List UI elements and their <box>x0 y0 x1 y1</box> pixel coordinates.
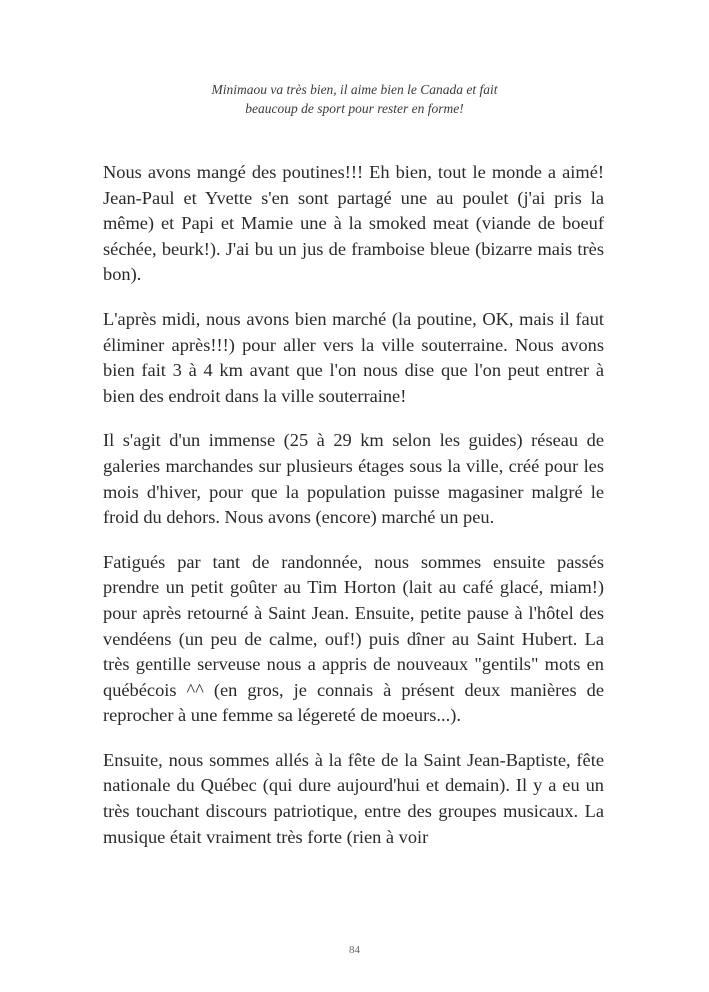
paragraph: Ensuite, nous sommes allés à la fête de la Saint Jean-Baptiste, fête nationale du Québec (qui dure aujourd'hui et demain). Il y a eu un très touchant discours patriotique, entre des groupes musicaux. La musique était vraiment très forte (rien à voir <box>103 749 604 847</box>
paragraph: Il s'agit d'un immense (25 à 29 km selon les guides) réseau de galeries marchandes sur plusieurs étages sous la ville, créé pour les mois d'hiver, pour que la population puisse magasiner malgré le froid du dehors. Nous avons (encore) marché un peu. <box>103 430 604 528</box>
caption-line-2: beaucoup de sport pour rester en forme! <box>245 101 464 116</box>
paragraph: Nous avons mangé des poutines!!! Eh bien, tout le monde a aimé! Jean-Paul et Yvette s'en sont partagé une au poulet (j'ai pris la même) et Papi et Mamie une à la smoked meat (viande de boeuf séchée, beurk!). J'ai bu un jus de framboise bleue (bizarre mais très bon). <box>103 162 604 285</box>
page-number: 84 <box>349 944 360 956</box>
photo-caption <box>150 80 559 118</box>
paragraph: Fatigués par tant de randonnée, nous sommes ensuite passés prendre un petit goûter au Tim Horton (lait au café glacé, miam!) pour après retourné à Saint Jean. Ensuite, petite pause à l'hôtel des vendéens (un peu de calme, ouf!) puis dîner au Saint Hubert. La très gentille serveuse nous a appris de nouveaux "gentils" mots en québécois ^^ (en gros, je connais à présent deux manières de reprocher à une femme sa légereté de moeurs...). <box>103 551 604 726</box>
paragraph: L'après midi, nous avons bien marché (la poutine, OK, mais il faut éliminer après!!!) pour aller vers la ville souterraine. Nous avons bien fait 3 à 4 km avant que l'on nous dise que l'on peut entrer à bien des endroit dans la ville souterraine! <box>103 308 604 406</box>
caption-line-1: Minimaou va très bien, il aime bien le Canada et fait <box>211 82 498 97</box>
body-text <box>103 160 604 869</box>
